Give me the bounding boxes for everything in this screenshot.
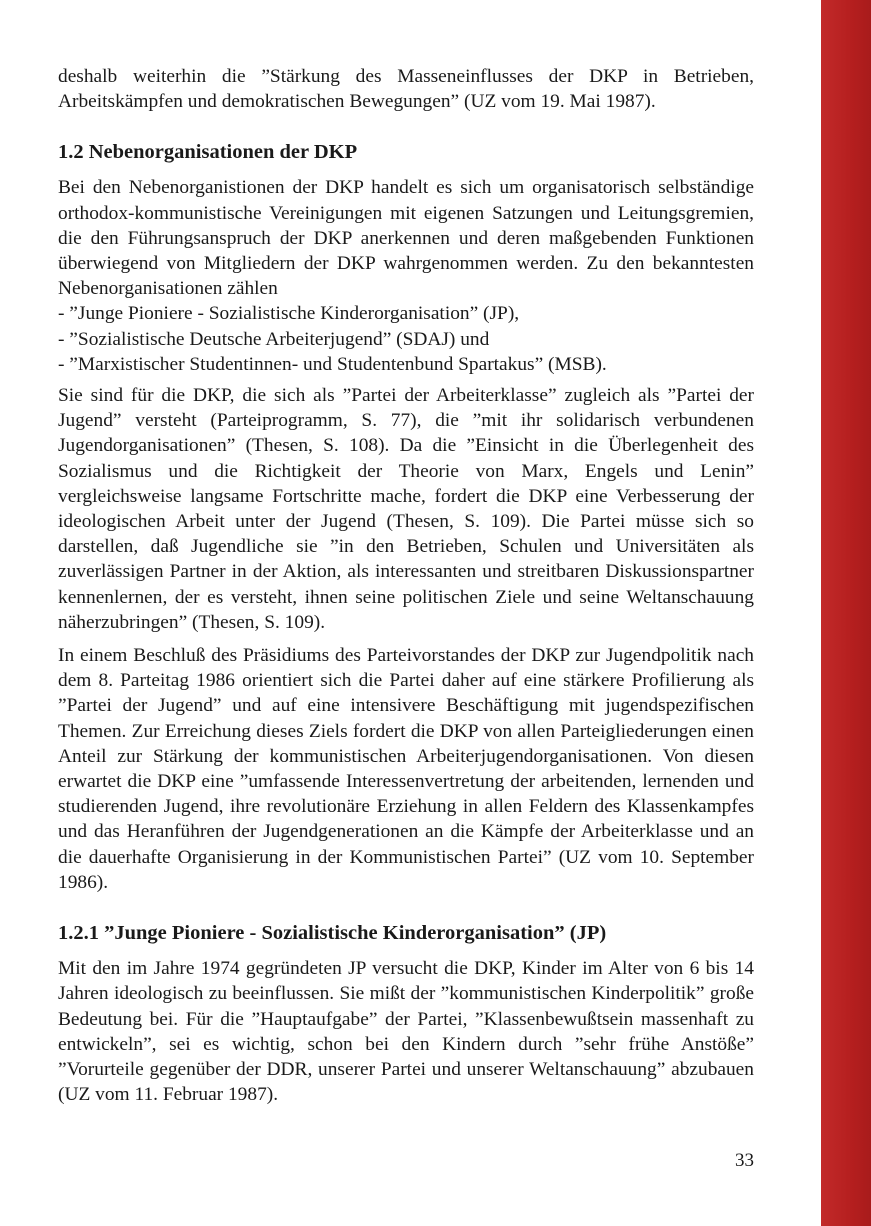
section-1-2-1-paragraph: Mit den im Jahre 1974 gegründeten JP versucht die DKP, Kinder im Alter von 6 bis 14 Jahren ideologisch zu beeinflussen. Sie mißt der ”kommunistischen Kinderpolitik” große Bedeutung bei. Für die ”Hauptaufgabe” der Partei, ”Klassenbewußtsein massenhaft zu entwickeln”, sei es wichtig, schon bei den Kindern durch ”sehr frühe Anstöße” ”Vorurteile gegenüber der DDR, unserer Partei und unserer Weltanschauung” abzubauen (UZ vom 11. Februar 1987). [58, 958, 754, 1106]
section-1-2-paragraph-3: In einem Beschluß des Präsidiums des Parteivorstandes der DKP zur Jugendpolitik nach dem 8. Parteitag 1986 orientiert sich die Partei daher auf eine stärkere Profilierung als ”Partei der Jugend” und auf eine intensivere Beschäftigung mit jugendspezifischen Themen. Zur Erreichung dieses Ziels fordert die DKP von allen Parteigliederungen einen Anteil zur Stärkung der kommunistischen Arbeiterjugendorganisationen. Von diesen erwartet die DKP eine ”umfassende Interessenvertretung der arbeitenden, lernenden und studierenden Jugend, ihre revolutionäre Erziehung in allen Feldern des Klassenkampfes und das Heranführen der Jugendgenerationen an die Kämpfe der Arbeiterklasse und an die dauerhafte Organisierung in der Kommunistischen Partei” (UZ vom 10. September 1986). [58, 645, 754, 893]
intro-paragraph: deshalb weiterhin die ”Stärkung des Masseneinflusses der DKP in Betrieben, Arbeitskämpfen und demokratischen Bewegungen” (UZ vom 19. Mai 1987). [58, 66, 754, 113]
list-item: - ”Junge Pioniere - Sozialistische Kinderorganisation” (JP), [58, 303, 520, 325]
section-heading-1-2: 1.2 Nebenorganisationen der DKP [58, 141, 358, 164]
red-page-edge [821, 0, 871, 1226]
list-item: - ”Marxistischer Studentinnen- und Studentenbund Spartakus” (MSB). [58, 353, 607, 375]
section-1-2-intro: Bei den Nebenorganistionen der DKP handelt es sich um organisatorisch selbständige orthodox-kommunistische Vereinigungen mit eigenen Satzungen und Leitungsgremien, die den Führungsanspruch der DKP anerkennen und deren maßgebenden Funktionen überwiegend von Mitgliedern der DKP wahrgenommen werden. Zu den bekanntesten Nebenorganisationen zählen [58, 177, 754, 300]
document-page [58, 64, 754, 1107]
page-number: 33 [735, 1150, 754, 1171]
section-1-2-paragraph-2: Sie sind für die DKP, die sich als ”Partei der Arbeiterklasse” zugleich als ”Partei der Jugend” versteht (Parteiprogramm, S. 77), die ”mit ihr solidarisch verbundenen Jugendorganisationen” (Thesen, S. 108). Da die ”Einsicht in die Überlegenheit des Sozialismus und die Richtigkeit der Theorie von Marx, Engels und Lenin” vergleichsweise langsame Fortschritte mache, fordert die DKP eine Verbesserung der ideologischen Arbeit unter der Jugend (Thesen, S. 109). Die Partei müsse sich so darstellen, daß Jugendliche sie ”in den Betrieben, Schulen und Universitäten als zuverlässigen Partner in der Aktion, als interessanten und streitbaren Diskussionspartner kennenlernen, der es versteht, ihnen seine politischen Ziele und seine Weltanschauung näherzubringen” (Thesen, S. 109). [58, 385, 754, 633]
section-heading-1-2-1: 1.2.1 ”Junge Pioniere - Sozialistische Kinderorganisation” (JP) [58, 922, 607, 945]
organisation-list [58, 301, 754, 377]
list-item: - ”Sozialistische Deutsche Arbeiterjugend” (SDAJ) und [58, 328, 490, 350]
